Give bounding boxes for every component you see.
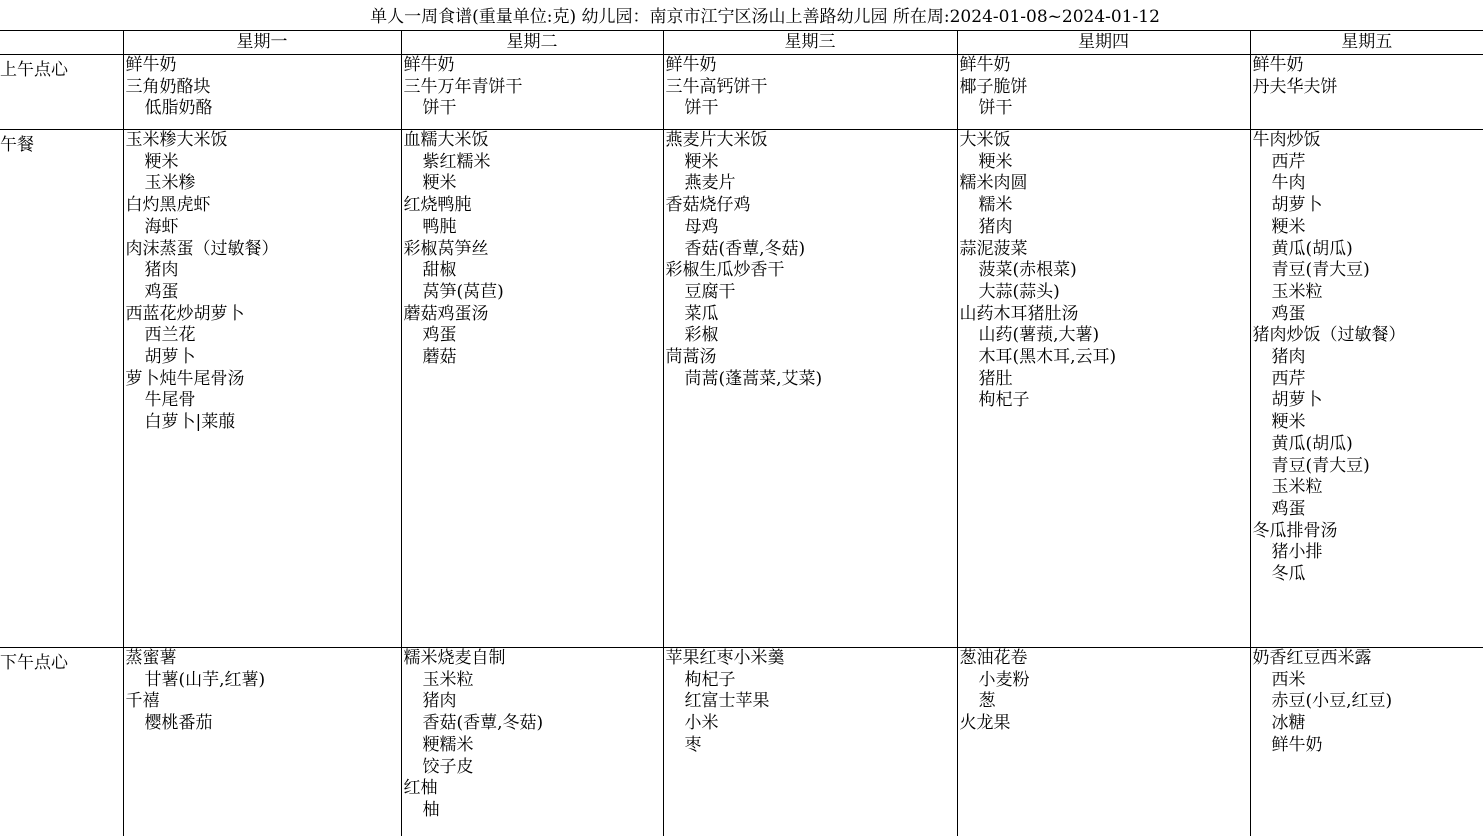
ingredient-item: 鲜牛奶 <box>1271 734 1323 755</box>
ingredient-item: 玉米糁 <box>144 173 196 194</box>
dish-name: 奶香红豆西米露 <box>1252 648 1372 668</box>
ingredient-item: 枣 <box>684 734 702 755</box>
ingredient-item: 饼干 <box>684 98 719 119</box>
dish-name: 冬瓜排骨汤 <box>1252 520 1338 541</box>
ingredient-item: 粳糯米 <box>422 734 474 755</box>
ingredient-item: 粳米 <box>144 151 179 172</box>
ingredient-item: 玉米粒 <box>1271 477 1323 498</box>
dish-name: 彩椒莴笋丝 <box>403 238 489 259</box>
ingredient-item: 母鸡 <box>684 216 719 237</box>
menu-cell <box>957 55 1250 130</box>
ingredient-item: 枸杞子 <box>684 669 736 690</box>
ingredient-item: 枸杞子 <box>978 390 1030 411</box>
ingredient-item: 豆腐干 <box>684 281 736 302</box>
dish-name: 鲜牛奶 <box>125 55 177 75</box>
dish-name: 三牛高钙饼干 <box>665 76 768 97</box>
dish-name: 红柚 <box>403 778 438 799</box>
ingredient-item: 鸡蛋 <box>1271 498 1306 519</box>
dish-name: 茼蒿汤 <box>665 347 717 368</box>
dish-name: 蒜泥菠菜 <box>959 238 1028 259</box>
dish-name: 鲜牛奶 <box>959 55 1011 75</box>
ingredient-item: 猪小排 <box>1271 542 1323 563</box>
ingredient-item: 葱 <box>978 691 996 712</box>
ingredient-item: 西米 <box>1271 669 1306 690</box>
dish-name: 鲜牛奶 <box>1252 55 1304 75</box>
dish-name: 三牛万年青饼干 <box>403 76 523 97</box>
ingredient-item: 甜椒 <box>422 260 457 281</box>
ingredient-item: 粳米 <box>978 151 1013 172</box>
menu-cell <box>401 55 663 130</box>
ingredient-item: 低脂奶酪 <box>144 98 213 119</box>
menu-cell <box>1250 648 1483 837</box>
ingredient-item: 冰糖 <box>1271 713 1306 734</box>
dish-name: 红烧鸭肫 <box>403 195 472 216</box>
meal-label: 午餐 <box>0 130 123 648</box>
menu-cell <box>401 130 663 648</box>
dish-name: 肉沫蒸蛋（过敏餐） <box>125 238 279 259</box>
ingredient-item: 山药(薯蓣,大薯) <box>978 325 1100 346</box>
ingredient-item: 柚 <box>422 799 440 820</box>
meal-row-lunch <box>0 130 1483 648</box>
dish-name: 燕麦片大米饭 <box>665 130 768 150</box>
dish-name: 蘑菇鸡蛋汤 <box>403 303 489 324</box>
ingredient-item: 胡萝卜 <box>144 347 196 368</box>
ingredient-item: 糯米 <box>978 195 1013 216</box>
ingredient-item: 燕麦片 <box>684 173 736 194</box>
ingredient-item: 西兰花 <box>144 325 196 346</box>
ingredient-item: 牛肉 <box>1271 173 1306 194</box>
ingredient-item: 饼干 <box>978 98 1013 119</box>
dish-name: 糯米肉圆 <box>959 173 1028 194</box>
ingredient-item: 粳米 <box>1271 216 1306 237</box>
ingredient-item: 红富士苹果 <box>684 691 770 712</box>
ingredient-item: 赤豆(小豆,红豆) <box>1271 691 1393 712</box>
ingredient-item: 菜瓜 <box>684 303 719 324</box>
ingredient-item: 粳米 <box>422 173 457 194</box>
dish-name: 蒸蜜薯 <box>125 648 177 668</box>
ingredient-item: 海虾 <box>144 216 179 237</box>
ingredient-item: 樱桃番茄 <box>144 713 213 734</box>
dish-name: 萝卜炖牛尾骨汤 <box>125 368 245 389</box>
ingredient-item: 鸡蛋 <box>1271 303 1306 324</box>
dish-name: 鲜牛奶 <box>665 55 717 75</box>
ingredient-item: 紫红糯米 <box>422 151 491 172</box>
menu-cell <box>957 648 1250 837</box>
dish-name: 葱油花卷 <box>959 648 1028 668</box>
dish-name: 火龙果 <box>959 713 1011 734</box>
meal-row-afternoon-snack <box>0 648 1483 837</box>
ingredient-item: 猪肉 <box>978 216 1013 237</box>
ingredient-item: 菠菜(赤根菜) <box>978 260 1077 281</box>
ingredient-item: 粳米 <box>1271 412 1306 433</box>
corner-cell <box>0 31 123 55</box>
dish-name: 三角奶酪块 <box>125 76 211 97</box>
dish-name: 西蓝花炒胡萝卜 <box>125 303 245 324</box>
menu-cell <box>663 130 957 648</box>
ingredient-item: 香菇(香蕈,冬菇) <box>684 238 806 259</box>
day-header-thu: 星期四 <box>957 31 1250 55</box>
dish-name: 牛肉炒饭 <box>1252 130 1321 150</box>
ingredient-item: 鸡蛋 <box>144 281 179 302</box>
menu-cell <box>123 130 401 648</box>
ingredient-item: 黄瓜(胡瓜) <box>1271 433 1353 454</box>
ingredient-item: 香菇(香蕈,冬菇) <box>422 713 544 734</box>
day-header-mon: 星期一 <box>123 31 401 55</box>
header-row <box>0 31 1483 55</box>
dish-name: 血糯大米饭 <box>403 130 489 150</box>
meal-row-morning-snack <box>0 55 1483 130</box>
weekly-menu-table <box>0 30 1483 836</box>
ingredient-item: 粳米 <box>684 151 719 172</box>
ingredient-item: 饼干 <box>422 98 457 119</box>
dish-name: 苹果红枣小米羹 <box>665 648 785 668</box>
dish-name: 猪肉炒饭（过敏餐） <box>1252 325 1406 346</box>
ingredient-item: 小麦粉 <box>978 669 1030 690</box>
dish-name: 糯米烧麦自制 <box>403 648 506 668</box>
menu-cell <box>123 648 401 837</box>
menu-cell <box>1250 55 1483 130</box>
ingredient-item: 小米 <box>684 713 719 734</box>
menu-cell <box>401 648 663 837</box>
dish-name: 大米饭 <box>959 130 1011 150</box>
ingredient-item: 胡萝卜 <box>1271 195 1323 216</box>
menu-cell <box>663 55 957 130</box>
menu-cell <box>663 648 957 837</box>
ingredient-item: 青豆(青大豆) <box>1271 260 1370 281</box>
dish-name: 白灼黑虎虾 <box>125 195 211 216</box>
ingredient-item: 牛尾骨 <box>144 390 196 411</box>
page-title: 单人一周食谱(重量单位:克) 幼儿园：南京市江宁区汤山上善路幼儿园 所在周:2024-01-08~2024-01-12 <box>370 7 1160 27</box>
ingredient-item: 莴笋(莴苣) <box>422 281 504 302</box>
menu-cell <box>1250 130 1483 648</box>
dish-name: 彩椒生瓜炒香干 <box>665 260 785 281</box>
meal-label: 上午点心 <box>0 55 123 130</box>
ingredient-item: 黄瓜(胡瓜) <box>1271 238 1353 259</box>
dish-name: 鲜牛奶 <box>403 55 455 75</box>
ingredient-item: 冬瓜 <box>1271 564 1306 585</box>
day-header-wed: 星期三 <box>663 31 957 55</box>
ingredient-item: 猪肉 <box>422 691 457 712</box>
dish-name: 椰子脆饼 <box>959 76 1028 97</box>
menu-cell <box>123 55 401 130</box>
ingredient-item: 西芹 <box>1271 368 1306 389</box>
ingredient-item: 猪肉 <box>144 260 179 281</box>
ingredient-item: 胡萝卜 <box>1271 390 1323 411</box>
ingredient-item: 饺子皮 <box>422 756 474 777</box>
ingredient-item: 玉米粒 <box>1271 281 1323 302</box>
ingredient-item: 茼蒿(蓬蒿菜,艾菜) <box>684 368 823 389</box>
ingredient-item: 木耳(黑木耳,云耳) <box>978 347 1117 368</box>
ingredient-item: 甘薯(山芋,红薯) <box>144 669 266 690</box>
ingredient-item: 大蒜(蒜头) <box>978 281 1060 302</box>
ingredient-item: 青豆(青大豆) <box>1271 455 1370 476</box>
ingredient-item: 蘑菇 <box>422 347 457 368</box>
ingredient-item: 西芹 <box>1271 151 1306 172</box>
day-header-fri: 星期五 <box>1250 31 1483 55</box>
ingredient-item: 猪肚 <box>978 368 1013 389</box>
menu-cell <box>957 130 1250 648</box>
meal-label: 下午点心 <box>0 648 123 837</box>
dish-name: 香菇烧仔鸡 <box>665 195 751 216</box>
dish-name: 丹夫华夫饼 <box>1252 76 1338 97</box>
ingredient-item: 鸭肫 <box>422 216 457 237</box>
dish-name: 千禧 <box>125 691 160 712</box>
dish-name: 玉米糁大米饭 <box>125 130 228 150</box>
dish-name: 山药木耳猪肚汤 <box>959 303 1079 324</box>
ingredient-item: 白萝卜|莱菔 <box>144 412 236 433</box>
ingredient-item: 猪肉 <box>1271 347 1306 368</box>
ingredient-item: 玉米粒 <box>422 669 474 690</box>
ingredient-item: 彩椒 <box>684 325 719 346</box>
day-header-tue: 星期二 <box>401 31 663 55</box>
ingredient-item: 鸡蛋 <box>422 325 457 346</box>
